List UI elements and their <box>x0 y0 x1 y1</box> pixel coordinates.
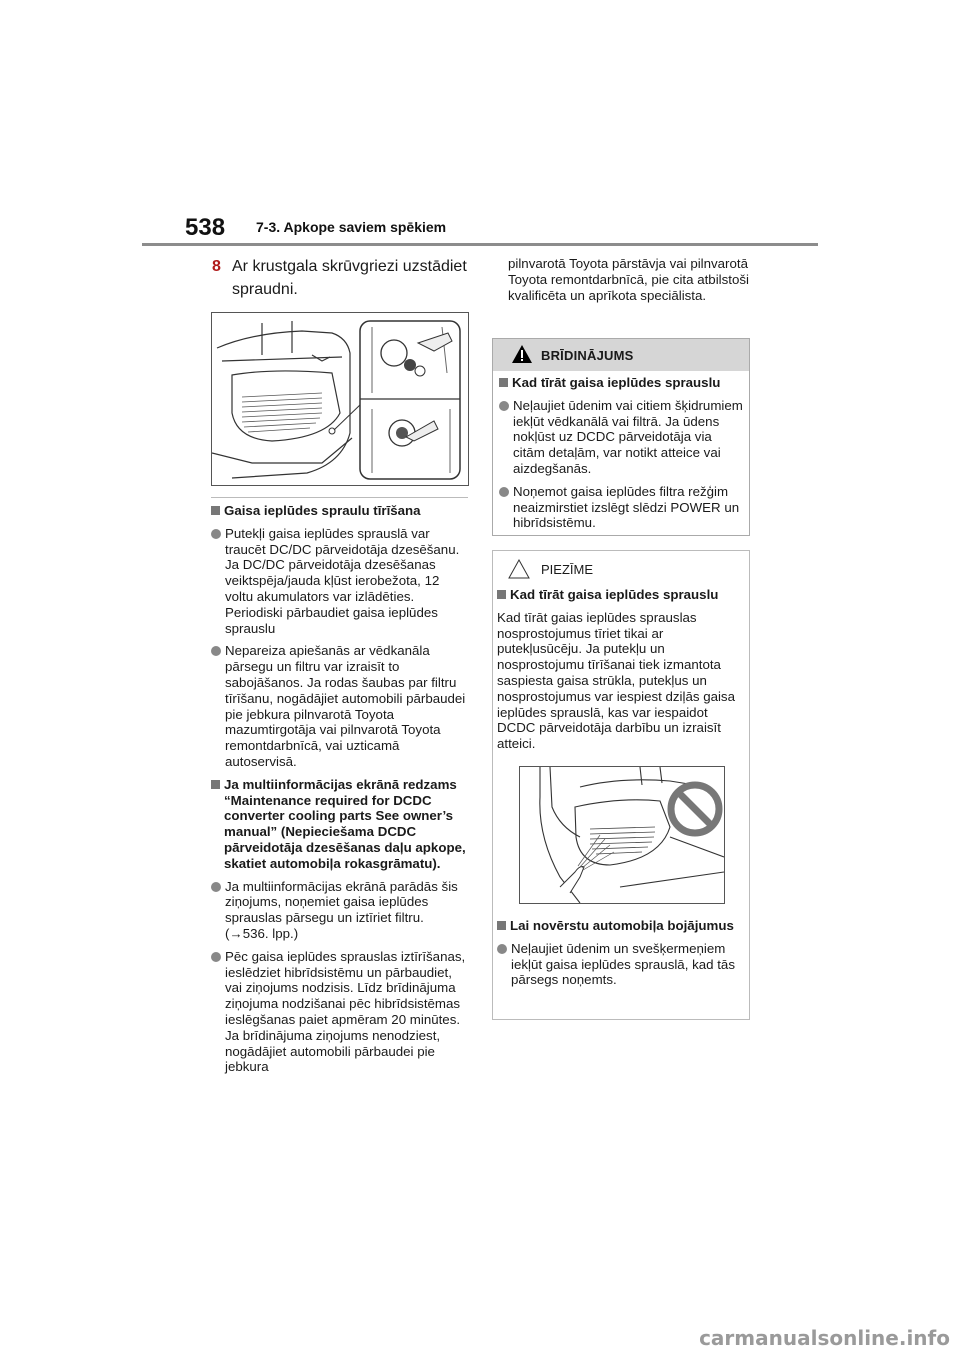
note-box <box>492 550 750 1020</box>
figure-no-compressed-air <box>519 766 725 904</box>
warning-heading: Kad tīrāt gaisa ieplūdes sprauslu <box>499 375 743 391</box>
left-separator <box>211 497 468 498</box>
left-column <box>211 503 468 1082</box>
step-8 <box>212 255 472 301</box>
no-compressed-air-illustration <box>520 767 724 903</box>
watermark: carmanualsonline.info <box>699 1326 950 1350</box>
damage-heading: Lai novērstu automobiļa bojājumus <box>497 918 745 934</box>
figure-plug-installation <box>211 312 469 486</box>
plug-installation-illustration <box>212 313 468 485</box>
note-body <box>497 587 745 995</box>
no-entry-icon <box>671 785 719 833</box>
step-text: Ar krustgala skrūvgriezi uzstādiet spraudni. <box>232 258 467 298</box>
message-heading: Ja multiinformācijas ekrānā redzams “Maintenance required for DCDC converter cooling parts See owner’s manual” (Nepieciešama DCDC pārveidotāja dzesēšanas daļu apkope, skatiet automobiļa rokasgrāmatu). <box>211 777 468 872</box>
list-item: Noņemot gaisa ieplūdes filtra režģim neaizmirstiet izslēgt slēdzi POWER un hibrīdsistēmu. <box>499 484 743 531</box>
step-number: 8 <box>212 258 221 275</box>
list-item: Ja multiinformācijas ekrānā parādās šis ziņojums, noņemiet gaisa ieplūdes sprauslas pārsegu un iztīriet filtru. (→536. lpp.) <box>211 879 468 942</box>
warning-header <box>493 339 749 371</box>
note-title: PIEZĪME <box>541 562 594 577</box>
note-heading: Kad tīrāt gaisa ieplūdes sprauslu <box>497 587 745 603</box>
warning-triangle-icon <box>511 344 533 364</box>
list-item: Nepareiza apiešanās ar vēdkanāla pārsegu un filtru var izraisīt to sabojāšanos. Ja rodas šaubas par filtru tīrīšanu, nogādājiet automobili pārbaudei pie jebkura pilnvarotā Toyota mazumtirgotāja vai pilnvarotā Toyota remontdarbnīcā, vai uzticamā autoservisā. <box>211 643 468 769</box>
caution-triangle-icon <box>508 559 530 579</box>
page-number: 538 <box>185 214 226 241</box>
header-rule <box>142 243 818 246</box>
note-paragraph: Kad tīrāt gaias ieplūdes sprauslas nosprostojumus tīriet tikai ar putekļusūcēju. Ja putekļu un nosprostojumu tīrīšanai tiek izmantota saspiesta gaisa strūkla, putekļus un nosprostojumus var iespiest dziļās gaisa ieplūdes sprauslā, kas var iespaidot DCDC pārveidotāja darbību un izraisīt atteici. <box>497 609 735 752</box>
cleaning-heading: Gaisa ieplūdes spraulu tīrīšana <box>211 503 468 519</box>
warning-box <box>492 338 750 536</box>
right-column-continuation: pilnvarotā Toyota pārstāvja vai pilnvarotā Toyota remontdarbnīcā, pie cita atbilstoši kvalificēta un aprīkota speciālista. <box>508 256 749 303</box>
warning-body <box>499 375 743 538</box>
list-item: Neļaujiet ūdenim un svešķermeņiem iekļūt gaisa ieplūdes sprauslā, kad tās pārsegs noņemts. <box>497 941 745 988</box>
list-item: Pēc gaisa ieplūdes sprauslas iztīrīšanas, ieslēdziet hibrīdsistēmu un pārbaudiet, vai ziņojums nodzisis. Līdz brīdinājuma ziņojuma nodzišanai pēc hibrīdsistēmas ieslēgšanas paiet apmēram 20 minūtes. Ja brīdinājuma ziņojums nenodziest, nogādājiet automobili pārbaudei pie jebkura <box>211 949 468 1075</box>
list-item: Putekļi gaisa ieplūdes sprauslā var traucēt DC/DC pārveidotāja dzesēšanu. Ja DC/DC pārveidotāja dzesēšanas veiktspēja/jauda kļūst ierobežota, 12 voltu akumulators var izlādēties. Periodiski pārbaudiet gaisa ieplūdes sprauslu <box>211 526 468 637</box>
section-title: 7-3. Apkope saviem spēkiem <box>256 219 447 235</box>
list-item: Neļaujiet ūdenim vai citiem šķidrumiem iekļūt vēdkanālā vai filtrā. Ja ūdens nokļūst uz DCDC pārveidotāja via citām detaļām, var notikt atteice vai aizdegšanās. <box>499 398 743 477</box>
warning-title: BRĪDINĀJUMS <box>541 348 634 363</box>
